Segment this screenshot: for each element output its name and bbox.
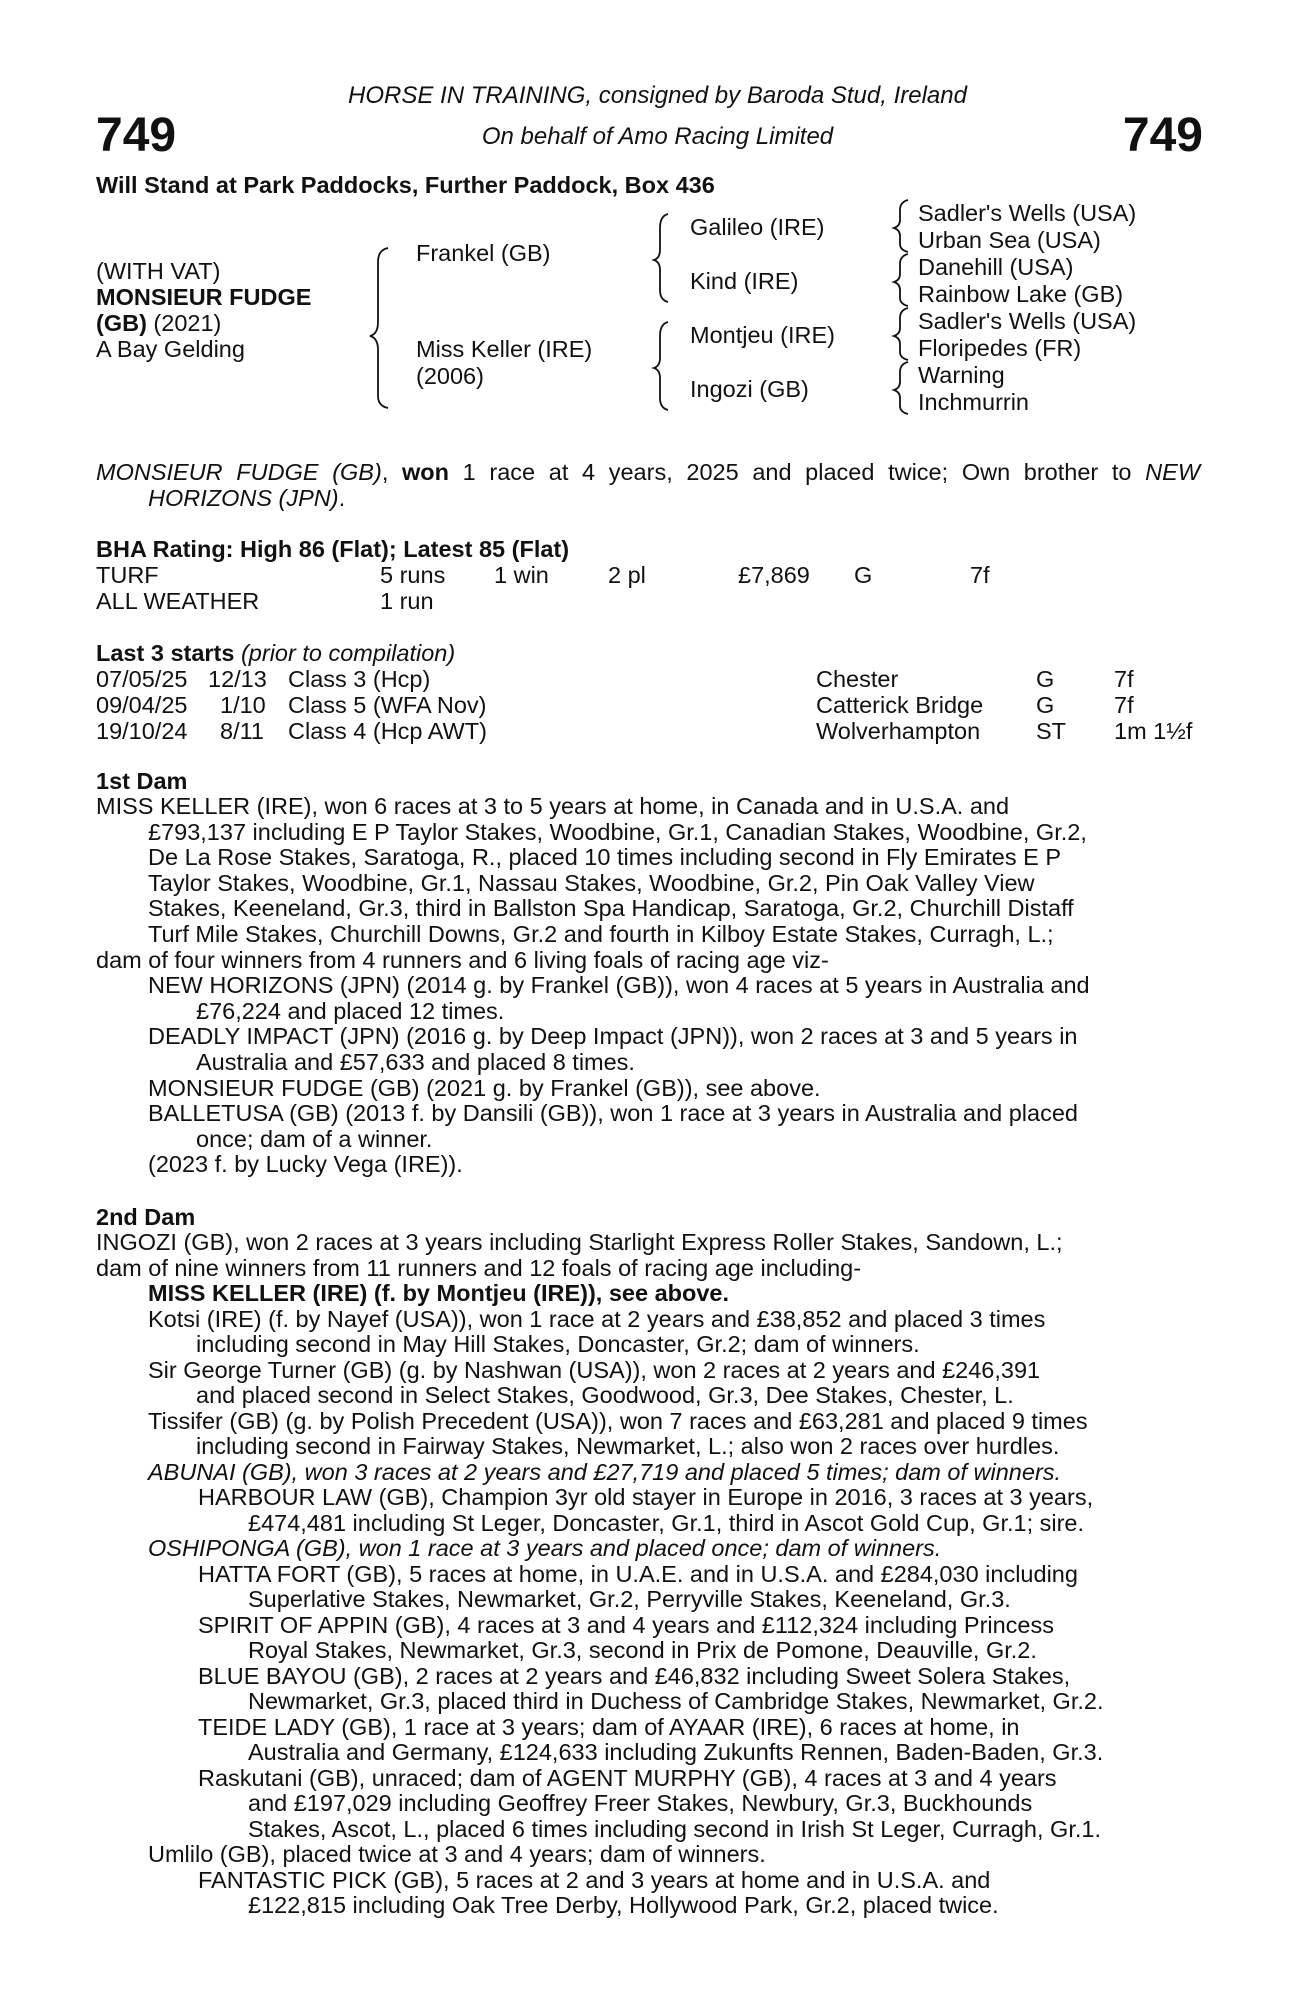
- dam1-line: £76,224 and placed 12 times.: [196, 997, 505, 1024]
- rating-surface: ALL WEATHER: [96, 588, 260, 614]
- pedigree-dam-dam: Ingozi (GB): [690, 376, 809, 402]
- second-dam-heading: 2nd Dam: [96, 1204, 196, 1230]
- dam1-line: Australia and £57,633 and placed 8 times.: [196, 1048, 635, 1075]
- start-course: Wolverhampton: [816, 718, 981, 744]
- pedigree-dss: Sadler's Wells (USA): [918, 308, 1137, 334]
- dam1-line: (2023 f. by Lucky Vega (IRE)).: [148, 1151, 463, 1178]
- rating-prize: £7,869: [738, 562, 810, 588]
- brace-dd: [894, 362, 908, 414]
- dam2-line: SPIRIT OF APPIN (GB), 4 races at 3 and 4 years and £112,324 including Princess: [198, 1611, 1055, 1638]
- pedigree-sire: Frankel (GB): [416, 240, 551, 266]
- dam2-line: TEIDE LADY (GB), 1 race at 3 years; dam of AYAAR (IRE), 6 races at home, in: [198, 1713, 1020, 1740]
- start-going: G: [1036, 666, 1055, 692]
- location-line: Will Stand at Park Paddocks, Further Paddock, Box 436: [96, 172, 715, 198]
- dam1-line: BALLETUSA (GB) (2013 f. by Dansili (GB)), won 1 race at 3 years in Australia and placed: [148, 1100, 1078, 1127]
- last-starts-heading-line: [96, 640, 455, 667]
- dam2-line: OSHIPONGA (GB), won 1 race at 3 years and placed once; dam of winners.: [148, 1535, 942, 1561]
- start-distance: 7f: [1114, 692, 1134, 718]
- second-dam-text: [96, 1230, 1103, 1919]
- horse-name: MONSIEUR FUDGE: [96, 284, 312, 310]
- dam2-line: MISS KELLER (IRE) (f. by Montjeu (IRE)), see above.: [148, 1280, 730, 1306]
- start-class: Class 3 (Hcp): [288, 666, 431, 692]
- summary-won: won: [402, 459, 449, 485]
- start-date: 09/04/25: [96, 692, 188, 718]
- pedigree-sds: Danehill (USA): [918, 254, 1074, 280]
- dam1-line: MISS KELLER (IRE), won 6 races at 3 to 5 years at home, in Canada and in U.S.A. and: [96, 793, 1010, 819]
- start-date: 19/10/24: [96, 718, 188, 744]
- brace-dam: [654, 322, 668, 410]
- start-course: Chester: [816, 666, 899, 692]
- pedigree-ssd: Urban Sea (USA): [918, 227, 1101, 253]
- dam2-line: including second in Fairway Stakes, Newmarket, L.; also won 2 races over hurdles.: [196, 1433, 1060, 1459]
- pedigree-dds: Warning: [918, 362, 1005, 388]
- dam1-line: DEADLY IMPACT (JPN) (2016 g. by Deep Impact (JPN)), won 2 races at 3 and 5 years in: [148, 1023, 1078, 1050]
- pedigree-sire-sire: Galileo (IRE): [690, 214, 825, 240]
- first-dam-heading: 1st Dam: [96, 768, 188, 794]
- rating-surface: TURF: [96, 562, 159, 588]
- rating-heading: BHA Rating: High 86 (Flat); Latest 85 (Flat): [96, 536, 570, 562]
- lot-number-right: 749: [1122, 109, 1203, 162]
- pedigree-dam-sire: Montjeu (IRE): [690, 322, 835, 348]
- start-class: Class 4 (Hcp AWT): [288, 718, 487, 744]
- rating-dist: 7f: [970, 562, 990, 588]
- horse-description: A Bay Gelding: [96, 336, 245, 362]
- pedigree-ddd: Inchmurrin: [918, 389, 1030, 415]
- dam2-line: INGOZI (GB), won 2 races at 3 years including Starlight Express Roller Stakes, Sandown, L.;: [96, 1229, 1063, 1255]
- horse-year: (2021): [146, 310, 222, 336]
- summary-brother: NEW HORIZONS (JPN): [148, 459, 1200, 511]
- rating-going: G: [854, 562, 873, 588]
- behalf-line: On behalf of Amo Racing Limited: [481, 123, 834, 150]
- summary-end: .: [338, 484, 346, 511]
- lot-number-left: 749: [96, 109, 177, 162]
- horse-summary: MONSIEUR FUDGE (GB), won 1 race at 4 years, 2025 and placed twice; Own brother to NEW HORIZONS (JPN).: [96, 459, 1200, 511]
- dam2-line: FANTASTIC PICK (GB), 5 races at 2 and 3 years at home and in U.S.A. and: [198, 1866, 991, 1893]
- brace-main: [370, 248, 388, 408]
- dam2-line: and £197,029 including Geoffrey Freer Stakes, Newbury, Gr.3, Buckhounds: [248, 1790, 1033, 1816]
- dam2-line: Tissifer (GB) (g. by Polish Precedent (USA)), won 7 races and £63,281 and placed 9 times: [148, 1407, 1088, 1434]
- dam2-line: Stakes, Ascot, L., placed 6 times including second in Irish St Leger, Curragh, Gr.1.: [248, 1815, 1101, 1842]
- rating-placed: 2 pl: [608, 562, 646, 588]
- pedigree-sdd: Rainbow Lake (GB): [918, 281, 1124, 307]
- start-distance: 7f: [1114, 666, 1134, 692]
- dam1-line: once; dam of a winner.: [196, 1125, 433, 1152]
- last-starts-heading: Last 3 starts: [96, 640, 235, 666]
- dam2-line: Superlative Stakes, Newmarket, Gr.2, Perryville Stakes, Keeneland, Gr.3.: [248, 1586, 1011, 1612]
- horse-suffix: (GB): [96, 310, 147, 336]
- start-distance: 1m 1½f: [1114, 718, 1193, 744]
- dam1-line: dam of four winners from 4 runners and 6 living foals of racing age viz-: [96, 946, 829, 973]
- start-going: G: [1036, 692, 1055, 718]
- dam1-line: NEW HORIZONS (JPN) (2014 g. by Frankel (GB)), won 4 races at 5 years in Australia and: [148, 972, 1090, 999]
- pedigree-sss: Sadler's Wells (USA): [918, 200, 1137, 226]
- start-position: 1/10: [220, 692, 266, 718]
- dam2-line: BLUE BAYOU (GB), 2 races at 2 years and £46,832 including Sweet Solera Stakes,: [198, 1662, 1071, 1689]
- dam2-line: ABUNAI (GB), won 3 races at 2 years and £27,719 and placed 5 times; dam of winners.: [148, 1458, 1062, 1485]
- pedigree-dam-year: (2006): [416, 363, 484, 389]
- dam2-line: Australia and Germany, £124,633 including Zukunfts Rennen, Baden-Baden, Gr.3.: [248, 1739, 1104, 1765]
- dam1-line: £793,137 including E P Taylor Stakes, Woodbine, Gr.1, Canadian Stakes, Woodbine, Gr.2,: [148, 818, 1087, 845]
- brace-ds: [894, 308, 908, 360]
- dam2-line: HATTA FORT (GB), 5 races at home, in U.A.E. and in U.S.A. and £284,030 including: [198, 1560, 1078, 1587]
- dam2-line: Umlilo (GB), placed twice at 3 and 4 years; dam of winners.: [148, 1841, 766, 1867]
- rating-wins: 1 win: [494, 562, 549, 588]
- brace-sd: [894, 254, 908, 306]
- rating-runs: 1 run: [380, 588, 434, 614]
- start-course: Catterick Bridge: [816, 692, 984, 718]
- pedigree-dsd: Floripedes (FR): [918, 335, 1082, 361]
- last-starts-note: (prior to compilation): [234, 640, 456, 666]
- dam2-line: Raskutani (GB), unraced; dam of AGENT MURPHY (GB), 4 races at 3 and 4 years: [198, 1764, 1057, 1791]
- brace-sire: [654, 214, 668, 302]
- dam2-line: including second in May Hill Stakes, Doncaster, Gr.2; dam of winners.: [196, 1331, 920, 1357]
- summary-name: MONSIEUR FUDGE (GB): [96, 459, 382, 485]
- start-going: ST: [1036, 718, 1067, 744]
- pedigree-dam: Miss Keller (IRE): [416, 336, 593, 362]
- dam2-line: and placed second in Select Stakes, Goodwood, Gr.3, Dee Stakes, Chester, L.: [196, 1382, 1014, 1408]
- start-class: Class 5 (WFA Nov): [288, 692, 487, 718]
- vat-note: (WITH VAT): [96, 258, 221, 284]
- dam2-line: Newmarket, Gr.3, placed third in Duchess of Cambridge Stakes, Newmarket, Gr.2.: [248, 1688, 1104, 1714]
- dam2-line: Royal Stakes, Newmarket, Gr.3, second in Prix de Pomone, Deauville, Gr.2.: [248, 1637, 1037, 1663]
- dam1-line: Taylor Stakes, Woodbine, Gr.1, Nassau Stakes, Woodbine, Gr.2, Pin Oak Valley View: [148, 869, 1035, 896]
- pedigree-sire-dam: Kind (IRE): [690, 268, 799, 294]
- dam2-line: Sir George Turner (GB) (g. by Nashwan (USA)), won 2 races at 2 years and £246,391: [148, 1356, 1041, 1383]
- start-position: 12/13: [208, 666, 267, 692]
- summary-text: 1 race at 4 years, 2025 and placed twice; Own brother to: [449, 459, 1146, 485]
- rating-runs: 5 runs: [380, 562, 446, 588]
- dam1-line: Stakes, Keeneland, Gr.3, third in Ballston Spa Handicap, Saratoga, Gr.2, Churchill Distaff: [148, 895, 1074, 922]
- consignor-line: HORSE IN TRAINING, consigned by Baroda Stud, Ireland: [348, 82, 967, 109]
- dam2-line: £122,815 including Oak Tree Derby, Hollywood Park, Gr.2, placed twice.: [248, 1892, 999, 1918]
- brace-ss: [894, 200, 908, 252]
- start-position: 8/11: [220, 718, 264, 744]
- dam1-line: MONSIEUR FUDGE (GB) (2021 g. by Frankel (GB)), see above.: [148, 1074, 821, 1101]
- first-dam-text: [96, 794, 1090, 1178]
- dam1-line: De La Rose Stakes, Saratoga, R., placed 10 times including second in Fly Emirates E P: [148, 844, 1062, 871]
- dam1-line: Turf Mile Stakes, Churchill Downs, Gr.2 and fourth in Kilboy Estate Stakes, Curragh, L.;: [148, 920, 1054, 947]
- dam2-line: Kotsi (IRE) (f. by Nayef (USA)), won 1 race at 2 years and £38,852 and placed 3 times: [148, 1305, 1046, 1332]
- start-date: 07/05/25: [96, 666, 188, 692]
- dam2-line: dam of nine winners from 11 runners and 12 foals of racing age including-: [96, 1254, 862, 1281]
- dam2-line: HARBOUR LAW (GB), Champion 3yr old stayer in Europe in 2016, 3 races at 3 years,: [198, 1484, 1094, 1510]
- dam2-line: £474,481 including St Leger, Doncaster, Gr.1, third in Ascot Gold Cup, Gr.1; sire.: [248, 1509, 1085, 1536]
